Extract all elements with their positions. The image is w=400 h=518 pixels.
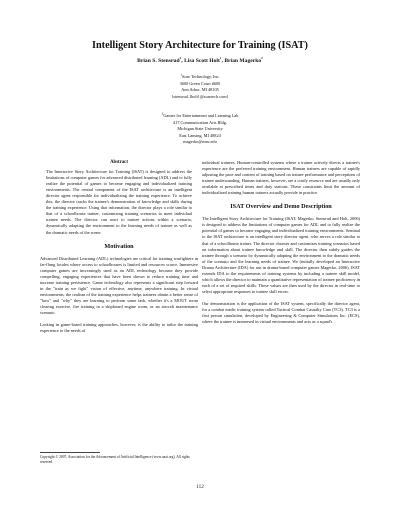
author-affil-mark: 1: [219, 56, 222, 61]
abstract-text: The Interactive Story Architecture for Training (ISAT) is designed to address the limitations of computer games for advanced distributed learning (ADL) and to fully realize the potential of games to become engaging and individualized training environments. The central component of the ISAT architecture is an intelligent director agent responsible for individualizing the training experience. To achieve this, the director tracks the trainee's demonstration of knowledge and skills during the training experience. Using that information, the director plays a role similar to that of a schoolhouse trainer, customizing training scenarios to meet individual trainee needs. The director can react to trainee actions within a scenario, dynamically adapting the environment to the learning needs of trainee as well as the dramatic needs of the scene.: [46, 169, 192, 235]
footnote-rule: [40, 452, 100, 453]
left-column: [40, 160, 198, 340]
affil-line: 3600 Green Court #600: [179, 80, 221, 86]
author-affil-mark: 1: [179, 56, 182, 61]
author-list: Brian S. Stensrud$^1$, Lisa Scott Holt$^1$, Brian Magerko$^2$: [137, 56, 263, 64]
affiliation-soartech: [0, 74, 400, 100]
paragraph: Our demonstration is the application of the ISAT system, specifically the director agent, for a combat medic training system called Tactical Combat Casualty Care (TC3). TC3 is a first person simulation, developed by Engineering & Computer Simulations Inc. (ECS), where the trainee is immersed in virtual environments and acts as a squad's: [202, 300, 360, 325]
motivation-heading: Motivation: [104, 242, 134, 250]
copyright-notice: Copyright © 2007, Association for the Advancement of Artificial Intelligence (www.aaai.org). All rights reserved.: [40, 455, 190, 464]
affil-line: Ann Arbor, MI 48105: [181, 87, 219, 92]
affil-line: 417 Communication Arts Bldg.: [173, 119, 227, 125]
overview-heading: ISAT Overview and Demo Description: [230, 203, 332, 211]
affil-mark: 2: [161, 111, 164, 116]
right-column: [202, 160, 360, 331]
author-name: Brian Magerko: [224, 58, 262, 64]
paragraph: Advanced Distributed Learning (ADL) technologies are critical for training warfighters in far-flung locales where access to schoolhouses is limited and resources scarce. Immersive computer games are increasingly used as an ADL technology because they provide compelling, engaging experiences that have been shown to reduce training time and increase training persistence. Game technology also represents a significant step forward in the "train as we fight" vision of effective, anytime, anywhere training. In virtual environments, the realism of the training experience helps trainees obtain a better sense of "how" and "why" they are learning to perform some task, whether it's a MOUT room clearing exercise, fire training in a shipboard engine room, or an aircraft maintenance scenario.: [40, 255, 198, 316]
abstract-section: [40, 160, 198, 236]
affil-email: magerko@msu.edu: [183, 139, 217, 144]
paper-title: Intelligent Story Architecture for Training (ISAT): [92, 40, 308, 51]
affil-line: Games for Entertainment and Learning Lab: [163, 113, 239, 118]
affil-line: Michigan State University: [177, 126, 223, 131]
author-affil-mark: 2: [261, 56, 263, 61]
affil-mark: 1: [180, 72, 183, 77]
affil-line: East Lansing, MI 48824: [179, 132, 221, 138]
author-name: Lisa Scott Holt: [184, 58, 220, 64]
paragraph: individual trainees. Human-controlled systems where a trainer actively directs a trainee's experience are the preferred training environment. Human trainers are capable of rapidly adjusting the pace and content of training based on trainee performance and perceptions of trainee understanding. Human trainers, however, are a costly resource and are usually only available at prescribed times and duty stations. These constraints limit the amount of individualized training human trainers actually provide in practice.: [202, 160, 360, 196]
affil-email: {stensrud, lholt}@soartech.com}: [171, 93, 229, 99]
paragraph: The Intelligent Story Architecture for Training (ISAT; Magerko, Stensrud and Holt, 2006) is designed to address the limitations of computer games for ADL and to fully realize the potential of games to become engaging and individualized training environments. Seminal to the ISAT architecture is an intelligent story director agent, who serves a role similar to that of a schoolhouse trainer. The director chooses and customizes training scenarios based on information about trainee knowledge and skill. The director then subtly guides the trainee through a scenario by dynamically adapting the environment to the dramatic needs of the scenario and the learning needs of trainee. We (initially developed an Interactive Drama Architecture (IDA) for use in drama-based computer games Magerko, 2006). ISAT extends IDA to the requirements of training systems by including a trainee skill model, which allows the director to maintain a quantitative representation of trainee proficiency in each of a set of required skills. These values are then used by the director in real-time to select appropriate responses to trainee skill errors.: [202, 216, 361, 294]
affiliation-msu: [0, 113, 400, 146]
page-number: 112: [196, 484, 204, 490]
author-name: Brian S. Stensrud: [137, 58, 180, 64]
affil-line: Soar Technology, Inc.: [182, 74, 220, 79]
abstract-heading: Abstract: [110, 160, 128, 165]
paragraph: Lacking in game-based training approaches, however, is the ability to tailor the training experience to the needs of: [40, 322, 198, 334]
